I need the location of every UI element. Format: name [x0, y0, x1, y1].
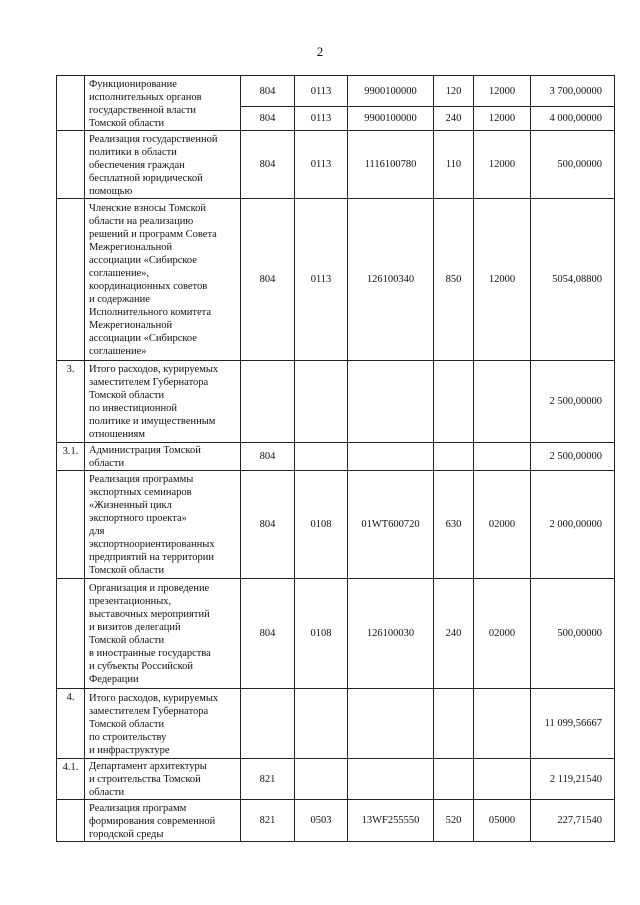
- department-code: 804: [241, 579, 295, 689]
- row-number: [57, 199, 85, 361]
- classification-code: 12000: [474, 76, 531, 107]
- target-article-code: [348, 689, 434, 759]
- expense-name: Реализация программы экспортных семинаров «Жизненный цикл экспортного проекта» для экспортноориентированных предприятий на территории Томской области: [85, 471, 241, 579]
- amount: 500,00000: [531, 131, 615, 199]
- department-code: 804: [241, 131, 295, 199]
- table-row: [57, 199, 615, 361]
- table-row: [57, 131, 615, 199]
- department-code: 804: [241, 107, 295, 131]
- table-row: [57, 579, 615, 689]
- expense-name: Членские взносы Томской области на реализацию решений и программ Совета Межрегиональной ассоциации «Сибирское соглашение», координационных советов и содержание Исполнительного комитета Межрегиональной ассоциации «Сибирское соглашение»: [85, 199, 241, 361]
- expense-name: Организация и проведение презентационных, выставочных мероприятий и визитов делегаций Томской области в иностранные государства и субъекты Российской Федерации: [85, 579, 241, 689]
- section-code: [295, 443, 348, 471]
- expense-type-code: [434, 361, 474, 443]
- table-row: [57, 689, 615, 759]
- classification-code: 12000: [474, 199, 531, 361]
- target-article-code: 9900100000: [348, 107, 434, 131]
- classification-code: 12000: [474, 131, 531, 199]
- row-number: 4.1.: [57, 759, 85, 800]
- section-code: [295, 361, 348, 443]
- target-article-code: 13WF255550: [348, 800, 434, 842]
- amount: 5054,08800: [531, 199, 615, 361]
- department-code: 804: [241, 471, 295, 579]
- amount: 3 700,00000: [531, 76, 615, 107]
- amount: 2 500,00000: [531, 443, 615, 471]
- expense-name: Итого расходов, курируемых заместителем Губернатора Томской области по инвестиционной политике и имущественным отношениям: [85, 361, 241, 443]
- budget-table: [56, 75, 615, 842]
- page-number: 2: [316, 44, 324, 59]
- classification-code: 12000: [474, 107, 531, 131]
- target-article-code: 126100340: [348, 199, 434, 361]
- classification-code: [474, 361, 531, 443]
- row-number: [57, 76, 85, 131]
- expense-type-code: [434, 689, 474, 759]
- row-number: [57, 471, 85, 579]
- expense-type-code: [434, 443, 474, 471]
- amount: 4 000,00000: [531, 107, 615, 131]
- section-code: 0113: [295, 107, 348, 131]
- expense-type-code: [434, 759, 474, 800]
- expense-type-code: 520: [434, 800, 474, 842]
- table-row: [57, 759, 615, 800]
- expense-type-code: 110: [434, 131, 474, 199]
- row-number: [57, 131, 85, 199]
- expense-name: Реализация государственной политики в области обеспечения граждан бесплатной юридической помощью: [85, 131, 241, 199]
- row-number: [57, 579, 85, 689]
- target-article-code: [348, 759, 434, 800]
- table-row: [57, 443, 615, 471]
- row-number: 3.1.: [57, 443, 85, 471]
- classification-code: 02000: [474, 471, 531, 579]
- target-article-code: [348, 361, 434, 443]
- section-code: 0113: [295, 131, 348, 199]
- amount: 11 099,56667: [531, 689, 615, 759]
- target-article-code: 01WT600720: [348, 471, 434, 579]
- section-code: 0113: [295, 76, 348, 107]
- expense-type-code: 630: [434, 471, 474, 579]
- target-article-code: 1116100780: [348, 131, 434, 199]
- amount: 227,71540: [531, 800, 615, 842]
- department-code: 821: [241, 800, 295, 842]
- section-code: 0108: [295, 471, 348, 579]
- classification-code: 05000: [474, 800, 531, 842]
- amount: 2 119,21540: [531, 759, 615, 800]
- table-row: [57, 471, 615, 579]
- expense-name: Функционирование исполнительных органов государственной власти Томской области: [85, 76, 241, 131]
- expense-name: Департамент архитектуры и строительства Томской области: [85, 759, 241, 800]
- expense-name: Администрация Томской области: [85, 443, 241, 471]
- department-code: 804: [241, 199, 295, 361]
- expense-name: Реализация программ формирования современной городской среды: [85, 800, 241, 842]
- row-number: [57, 800, 85, 842]
- row-number: 4.: [57, 689, 85, 759]
- amount: 500,00000: [531, 579, 615, 689]
- target-article-code: [348, 443, 434, 471]
- department-code: 804: [241, 443, 295, 471]
- department-code: [241, 689, 295, 759]
- target-article-code: 126100030: [348, 579, 434, 689]
- expense-type-code: 240: [434, 579, 474, 689]
- classification-code: [474, 443, 531, 471]
- target-article-code: 9900100000: [348, 76, 434, 107]
- expense-type-code: 850: [434, 199, 474, 361]
- expense-name: Итого расходов, курируемых заместителем Губернатора Томской области по строительству и инфраструктуре: [85, 689, 241, 759]
- section-code: 0108: [295, 579, 348, 689]
- classification-code: 02000: [474, 579, 531, 689]
- table-row: [57, 76, 615, 107]
- table-row: [57, 800, 615, 842]
- classification-code: [474, 689, 531, 759]
- table-row: [57, 361, 615, 443]
- department-code: [241, 361, 295, 443]
- classification-code: [474, 759, 531, 800]
- amount: 2 000,00000: [531, 471, 615, 579]
- department-code: 821: [241, 759, 295, 800]
- section-code: [295, 759, 348, 800]
- amount: 2 500,00000: [531, 361, 615, 443]
- department-code: 804: [241, 76, 295, 107]
- row-number: 3.: [57, 361, 85, 443]
- expense-type-code: 120: [434, 76, 474, 107]
- section-code: [295, 689, 348, 759]
- section-code: 0113: [295, 199, 348, 361]
- section-code: 0503: [295, 800, 348, 842]
- expense-type-code: 240: [434, 107, 474, 131]
